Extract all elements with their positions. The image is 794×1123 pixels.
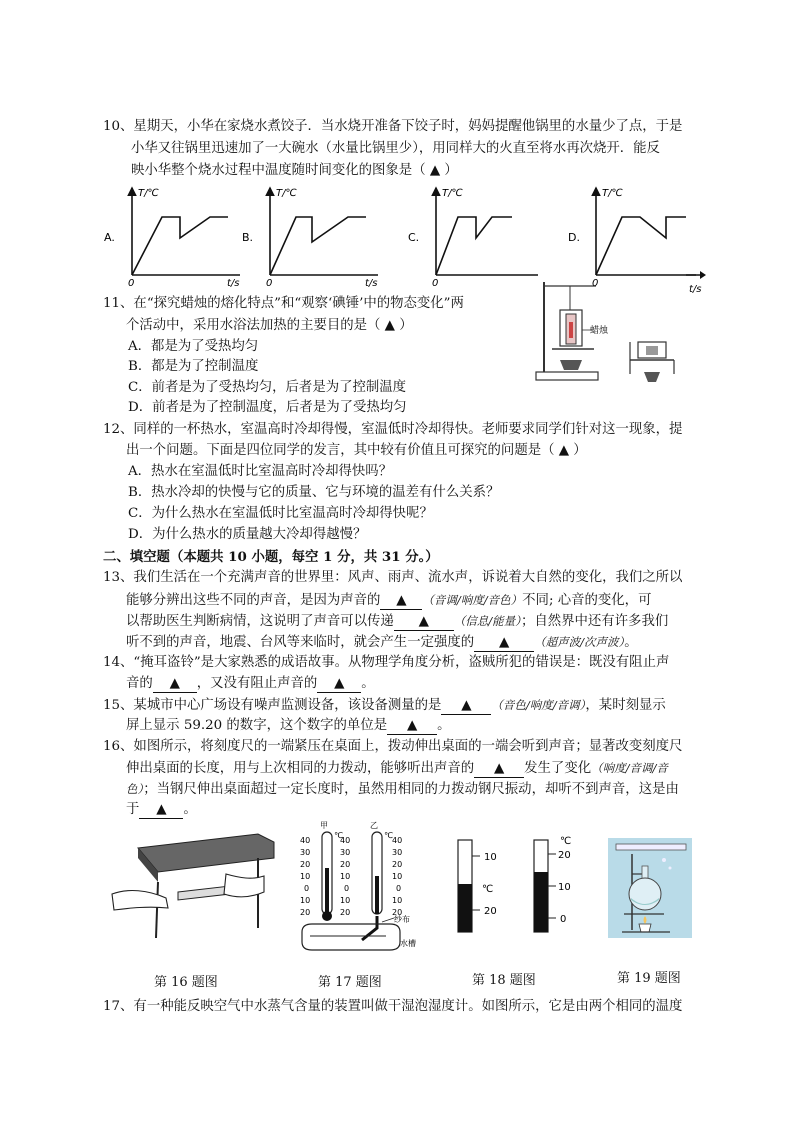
q13-blank3[interactable]: ▲ [474,635,534,652]
fig17-shuicao: 水槽 [400,939,416,948]
fig17-caption: 第 17 题图 [318,975,382,990]
q13-line2 [126,592,651,610]
graph-c-label: C. [408,231,420,244]
fig17-unit-left: ℃ [334,831,343,840]
fig17-m-30: 30 [340,848,351,857]
q11-option-b: B．都是为了控制温度 [128,359,259,374]
q16-line1: 16、如图所示，将刻度尺的一端紧压在桌面上，拨动伸出桌面的一端会听到声音；显著改变刻度尺 [103,739,683,754]
q11-line2: 个活动中，采用水浴法加热的主要目的是（ ▲ ） [126,318,413,333]
graph-c-origin: 0 [432,278,439,289]
extra-axis-label: t/s [689,284,702,295]
graph-a [104,188,240,289]
q16-hint1: （响度/音调/音 [591,761,668,775]
q15-l1a: 15、某城市中心广场设有噪声监测设备，该设备测量的是 [103,698,442,713]
fig17-l-m20: 20 [300,908,311,917]
q12-option-b: B．热水冷却的快慢与它的质量、它与环境的温差有什么关系？ [128,485,500,500]
q16-hint2: 色） [126,782,144,796]
q14-l2a: 音的 [126,676,153,691]
q14-line1: 14、“掩耳盗铃”是大家熟悉的成语故事。从物理学角度分析，盗贼所犯的错误是：既没有阻止声 [103,655,670,670]
q13-line1: 13、我们生活在一个充满声音的世界里：风声、雨声、流水声，诉说着大自然的变化，我们之所以 [103,570,683,585]
graph-b-origin: 0 [266,278,273,289]
q16-l4b: 。 [183,802,197,817]
q14-line2 [126,676,375,693]
graph-a-label: A. [104,231,115,244]
q13-line4 [126,634,638,652]
q11-line1: 11、在“探究蜡烛的熔化特点”和“观察‘碘锤’中的物态变化”两 [103,296,464,311]
fig17-l-0: 0 [304,884,310,893]
fig17-hygrometer [296,818,426,958]
q14-l2c: 。 [361,676,375,691]
q13-hint3: （超声波/次声波） [534,635,625,649]
fig17-jia: 甲 [320,821,328,830]
q16-line2 [126,760,668,778]
q13-l3b: ；自然界中还有许多我们 [520,614,669,629]
q12-option-c: C．为什么热水在室温低时比室温高时冷却得快呢？ [128,506,433,521]
fig16-ruler-table [108,828,276,940]
fig19-flask-figure [608,838,692,938]
fig17-r-40: 40 [392,836,403,845]
fig17-l-10: 10 [300,872,311,881]
q10-line3: 映小华整个烧水过程中温度随时间变化的图象是（ ▲ ） [131,163,458,178]
fig17-m-0: 0 [344,884,350,893]
q12-line1: 12、同样的一杯热水，室温高时冷却得慢，室温低时冷却得快。老师要求同学们针对这一现象，提 [103,422,683,437]
q11-apparatus-figure [534,274,694,386]
candle-label: 蜡烛 [590,326,609,336]
fig18a-10: 10 [484,852,497,863]
fig17-m-20: 20 [340,860,351,869]
graph-b [242,188,378,289]
q16-l2a: 伸出桌面的长度，用与上次相同的力拨动，能够听出声音的 [126,761,475,776]
q16-l3b: ；当钢尺伸出桌面超过一定长度时，虽然用相同的力拨动钢尺振动，却听不到声音，这是由 [143,782,679,797]
fig17-m-40: 40 [340,836,351,845]
fig17-r-m10: 10 [392,896,403,905]
fig17-m-m10: 10 [340,896,351,905]
q11-option-d: D．前者是为了控制温度，后者是为了受热均匀 [128,400,407,415]
q10-line1: 10、星期天，小华在家烧水煮饺子．当水烧开准备下饺子时，妈妈提醒他锅里的水量少了点，于是 [103,119,683,134]
fig18b-0: 0 [560,914,567,925]
q13-blank2[interactable]: ▲ [394,614,454,631]
fig18-caption: 第 18 题图 [472,973,536,988]
fig18a-20: 20 [484,906,497,917]
fig18-thermometers [440,834,580,942]
q16-l4a: 于 [126,802,140,817]
q13-l2a: 能够分辨出这些不同的声音，是因为声音的 [126,593,381,608]
fig17-unit-right: ℃ [384,831,393,840]
fig18a-unit: ℃ [482,884,494,895]
q16-l2b: 发生了变化 [524,761,592,776]
graph-c-yaxis: T/℃ [442,188,463,199]
graph-d-label: D. [568,231,580,244]
q12-option-d: D．为什么热水的质量越大冷却得越慢？ [128,527,367,542]
graph-d-origin: 0 [592,278,599,289]
q14-blank2[interactable]: ▲ [317,676,361,693]
graph-a-xaxis: t/s [227,278,240,289]
graph-a-yaxis: T/℃ [138,188,159,199]
fig17-r-0: 0 [396,884,402,893]
q12-option-a: A．热水在室温低时比室温高时冷却得快吗？ [128,464,393,479]
q15-line1 [103,697,666,715]
graph-c [408,188,538,289]
q13-l4a: 听不到的声音，地震、台风等来临时，就会产生一定强度的 [126,635,475,650]
q15-blank1[interactable]: ▲ [441,698,491,715]
graph-a-origin: 0 [128,278,135,289]
q13-l3a: 以帮助医生判断病情，这说明了声音可以传递 [126,614,394,629]
fig17-r-30: 30 [392,848,403,857]
fig17-l-40: 40 [300,836,311,845]
fig17-l-m10: 10 [300,896,311,905]
fig17-r-20: 20 [392,860,403,869]
q15-blank2[interactable]: ▲ [387,718,437,735]
q15-l1b: ，某时刻显示 [585,698,666,713]
q16-line3 [126,781,679,798]
fig17-yi: 乙 [370,821,378,830]
fig17-m-10: 10 [340,872,351,881]
fig17-shabu: 纱布 [394,915,410,924]
graph-d-yaxis: T/℃ [602,188,623,199]
q14-blank1[interactable]: ▲ [153,676,197,693]
q13-hint1: （音调/响度/音色） [422,593,523,607]
fig19-caption: 第 19 题图 [617,971,681,986]
fig18b-10: 10 [558,882,571,893]
q16-line4 [126,802,197,819]
q15-l2a: 屏上显示 59.20 的数字，这个数字的单位是 [126,718,388,733]
q13-l4b: 。 [624,635,638,650]
fig17-m-m20: 20 [340,908,351,917]
graph-b-xaxis: t/s [365,278,378,289]
q11-option-c: C．前者是为了受热均匀，后者是为了控制温度 [128,380,407,395]
q15-l2b: 。 [437,718,451,733]
q12-line2: 出一个问题。下面是四位同学的发言，其中较有价值且可探究的问题是（ ▲ ） [126,443,587,458]
q14-l2b: ，又没有阻止声音的 [196,676,318,691]
q13-hint2: （信息/能量） [453,614,521,628]
fig17-r-m20: 20 [392,908,403,917]
q13-line3 [126,613,668,631]
fig17-l-20: 20 [300,860,311,869]
fig16-caption: 第 16 题图 [154,975,218,990]
fig17-l-30: 30 [300,848,311,857]
fig18b-unit: ℃ [560,836,572,847]
fig17-r-10: 10 [392,872,403,881]
q13-l2b: 不同; 心音的变化，可 [522,593,652,608]
q15-hint1: （音色/响度/音调） [491,698,586,712]
section2-title: 二、填空题（本题共 10 小题，每空 1 分，共 31 分。） [103,549,439,565]
q16-blank1[interactable]: ▲ [474,761,524,778]
q15-line2 [126,718,451,735]
q11-option-a: A．都是为了受热均匀 [128,339,259,354]
q16-blank2[interactable]: ▲ [139,802,183,819]
graph-b-yaxis: T/℃ [276,188,297,199]
graph-b-label: B. [242,231,254,244]
q13-blank1[interactable]: ▲ [380,593,422,610]
q17-line1: 17、有一种能反映空气中水蒸气含量的装置叫做干湿泡湿度计。如图所示，它是由两个相同的温度 [103,999,683,1014]
q10-line2: 小华又往锅里迅速加了一大碗水（水量比锅里少），用同样大的火直至将水再次烧开．能反 [131,141,660,156]
fig18b-20: 20 [558,850,571,861]
